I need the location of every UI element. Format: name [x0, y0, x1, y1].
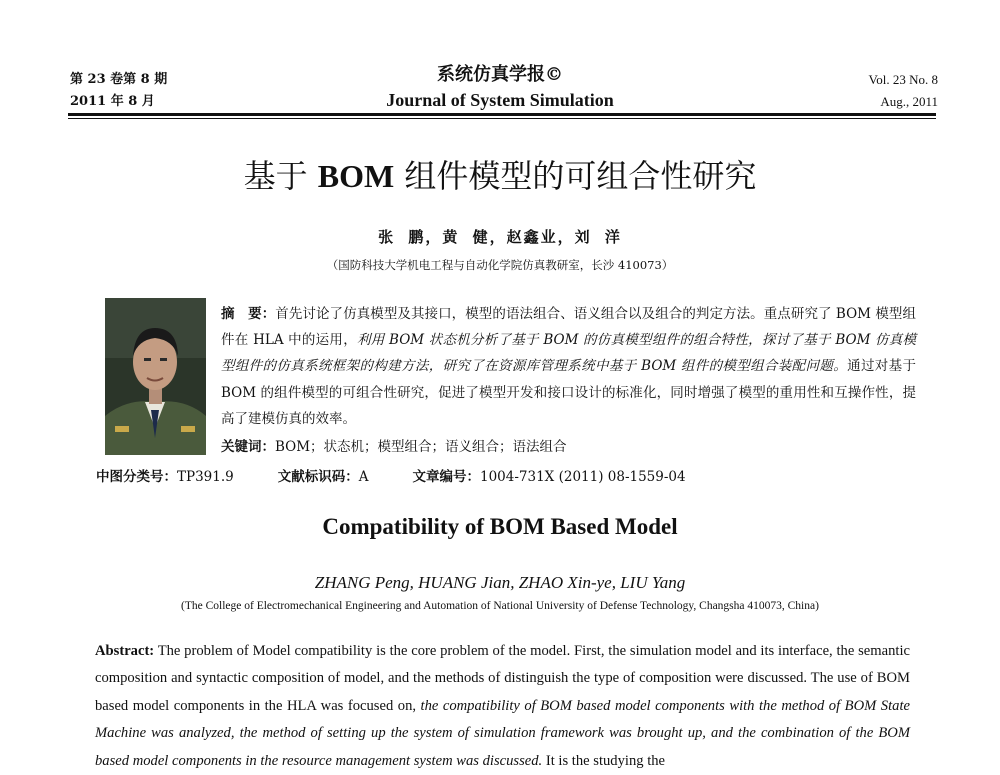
abstract-en-label: Abstract:: [95, 643, 155, 659]
abstract-cn-text1: 首先讨论了仿真模型及其接口，模型的语法组合、语义组合以及组合的判定方法。重点研究了 BOM 模型组件在 HLA 中的运用，: [221, 306, 916, 349]
header-volume-en-block: [869, 69, 938, 113]
abstract-en-text1: The problem of Model compatibility is the core problem of the model. First, the simulation model and its interface, the semantic composition and syntactic composition of model, and the methods of distinguish the type of composition were discussed. The use of BOM based model components in the HLA was focused on,: [95, 643, 910, 714]
abstract-cn-label: 摘 要：: [221, 306, 276, 322]
header-volume-cn: 第 23 卷第 8 期: [70, 72, 168, 87]
authors-en: ZHANG Peng, HUANG Jian, ZHAO Xin-ye, LIU Yang: [314, 573, 686, 592]
paper-title-en: Compatibility of BOM Based Model: [322, 514, 678, 539]
keywords-cn-text: BOM；状态机；模型组合；语义组合；语法组合: [275, 439, 567, 455]
authors-cn: 张 鹏，黄 健，赵鑫业，刘 洋: [378, 228, 622, 246]
abstract-cn: [221, 301, 916, 432]
keywords-cn: [221, 436, 567, 458]
abstract-en: [95, 638, 910, 775]
header-date-cn: 2011 年 8 月: [70, 94, 155, 109]
affiliation-cn: （国防科技大学机电工程与自动化学院仿真教研室，长沙 410073）: [326, 258, 674, 272]
title-part2: BOM: [317, 158, 395, 194]
keywords-cn-label: 关键词：: [221, 439, 275, 455]
header-rule-thin: [68, 118, 936, 119]
header-date-en: Aug., 2011: [880, 94, 938, 109]
affiliation-en: (The College of Electromechanical Engineering and Automation of National University of Defense Technology, Changsha 410073, China): [181, 600, 819, 612]
article-number-value: 1004-731X (2011) 08-1559-04: [480, 469, 686, 485]
header-journal-block: [0, 62, 1000, 112]
clc-value: TP391.9: [177, 469, 234, 485]
classification-line: [96, 466, 686, 488]
author-photo: [105, 298, 206, 455]
abstract-cn-italic: 利用 BOM 状态机分析了基于 BOM 的仿真模型组件的组合特性，探讨了基于 BOM 仿真模型组件的仿真系统框架的构建方法，研究了在资源库管理系统中基于 BOM 组件的模型组合装配问题。: [221, 332, 916, 375]
abstract-cn-text2: 通过对基于 BOM 的组件模型的可组合性研究，促进了模型开发和接口设计的标准化，同时增强了模型的重用性和互操作性，提高了建模仿真的效率。: [221, 358, 916, 427]
abstract-en-text2: It is the studying the: [542, 752, 666, 769]
title-part3: 组件模型的可组合性研究: [404, 157, 757, 195]
title-part1: 基于: [243, 157, 308, 195]
doc-code-value: A: [358, 469, 369, 485]
article-number-label: 文章编号：: [412, 469, 480, 485]
paper-title-cn: [0, 154, 1000, 198]
clc-label: 中图分类号：: [96, 469, 177, 485]
header-volume-en: Vol. 23 No. 8: [868, 72, 938, 87]
doc-code-label: 文献标识码：: [277, 469, 359, 485]
journal-name-cn: 系统仿真学报©: [437, 64, 563, 85]
abstract-en-italic: the compatibility of BOM based model components with the method of BOM State Machine was analyzed, the method of setting up the system of simulation framework was brought up, and the combination of the BOM based model components in the resource management system was discussed.: [95, 697, 910, 769]
journal-name-en: Journal of System Simulation: [386, 90, 614, 110]
header-rule-thick: [68, 113, 936, 116]
